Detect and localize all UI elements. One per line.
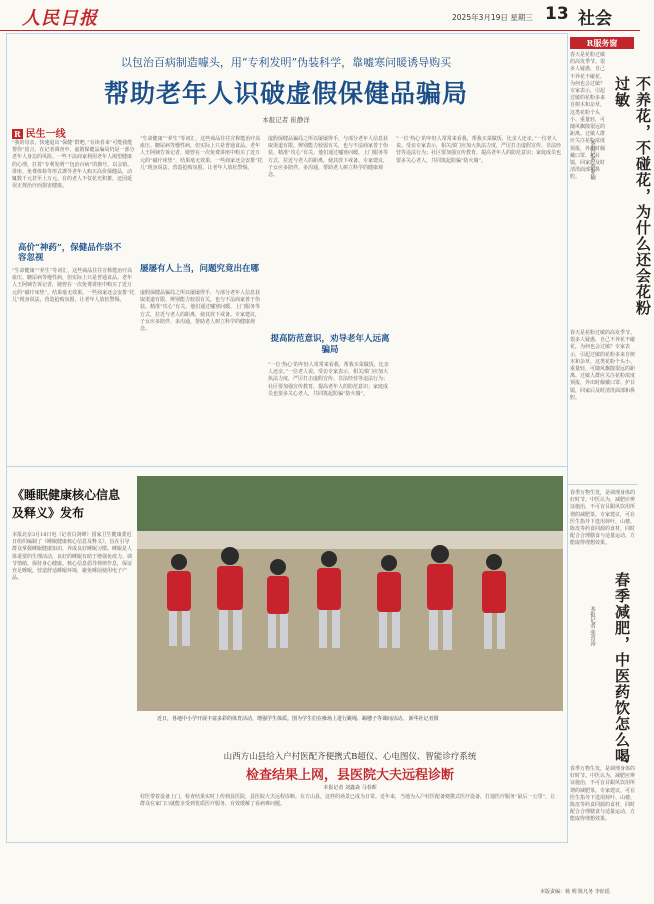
news-photo [137,476,563,711]
lead-col3-bottom: “一位‘热心’的年轻人常常来看我，帮我买菜做饭，比亲人还亲。”一位老人说。受访专家表示，相关部门应加大执法力度，严厉打击虚假宣传、非法经营等违法行为；社区要加强宣传教育，提高老年人的防范意识；家庭成员也要多关心老人，共同筑起防骗“防火墙”。 [268,362,389,397]
release-text: 本报北京3月18日电（记者白剑峰）国家卫生健康委近日组织编制了《睡眠健康核心信息及释义》，旨在引导群众掌握睡眠健康知识，养成良好睡眠习惯。睡眠是人体重要的生理活动，良好的睡眠有助于增强免疫力、调节情绪、保持身心健康。核心信息倡导规律作息，保证充足睡眠，营造舒适睡眠环境，避免睡前使用电子产品。 [12,532,133,582]
lead-subhead: 以包治百病制造噱头，用“专利发明”伪装科学，靠嘘寒问暖诱导购买 [120,56,452,69]
bottom-title: 检查结果上网，县医院大夫远程诊断 [245,768,454,783]
lead-col1-top: “我的母亲，快速退出“保健”群吧。”有读者来“可能我能帮你”留言。在记者调查中，虚假保健品骗局仍是一部分老年人身边的风险。一些不法商家利用老年人渴望健康的心理，打着“专利发明”“包治百病”的旗号，以会销、讲座、免费体检等形式诱导老年人购买高价保健品，动辄数千元甚至上万元。有的老人不仅花光积蓄，还因延误正规治疗而损害健康。 [12,140,135,190]
page-number: 13 [545,4,569,24]
lead-col4: “一位‘热心’的年轻人常常来看我，帮我买菜做饭，比亲人还亲。”一位老人说。受访专家表示，相关部门应加大执法力度，严厉打击虚假宣传、非法经营等违法行为；社区要加强宣传教育，提高老年人的防范意识；家庭成员也要多关心老人，共同筑起防骗“防火墙”。 [396,136,562,164]
issue-date: 2025年3月19日 星期三 [452,13,533,22]
kids-playing-illustration [137,476,563,711]
bottom-text: 村医带着设备上门，检查结果实时上传到县医院，县医院大夫远程诊断。在方山县，这样的场景已成为日常。近年来，当地为入户村医配备便携式医疗设备，打通医疗服务“最后一公里”，让群众在家门口就能享受到优质医疗服务，有效缓解了看病难问题。 [140,794,556,808]
lead-subhead-2: 屡屡有人上当，问题究竟出在哪 [140,264,260,274]
column-label [12,125,66,140]
lead-col2-top: “生命健康”“养生”等词汇，这些商品往往宣称能治疗高血压、糖尿病等慢性病，但实际上只是普通食品。老年人王阿姨告诉记者，她曾在一次免费讲座中购买了近万元的“磁疗床垫”，结果毫无效果。一些商家还会安排“托儿”现身说法，营造抢购氛围，让老年人放松警惕。 [140,136,263,171]
sidebar-divider [568,484,638,485]
newspaper-logo: 人民日报 [22,8,98,29]
sidebar-article1-text: 春天是花粉过敏的高发季节。很多人疑惑，自己不养花不碰花，为何也会过敏？专家表示，引起过敏的花粉多来自树木和杂草，这类花粉个头小、重量轻，可随风飘散很远的距离。过敏人群应关注花粉浓度预报，外出时佩戴口罩、护目镜，回家后及时清洗面部和鼻腔。 [570,52,606,181]
sidebar-article2-text: 春季万物生发，是调理身体的好时节。中医认为，减肥应辨证施治，不可盲目跟风饮用所谓的减肥茶。专家建议，可在医生指导下选用荷叶、山楂、陈皮等药食同源的食材，同时配合合理膳食与适量运动，方能取得理想效果。 [570,490,636,547]
section-divider [6,466,567,467]
lead-byline: 本报记者 崔静洋 [262,116,310,124]
photo-caption: 近日，各地中小学开展丰富多彩的体育活动，增强学生体质。图为学生们在操场上进行跳绳、踢毽子等课间活动。 新华社记者摄 [157,716,439,722]
lead-col3-top: 虚假保健品骗局之所以屡屡得手，与部分老年人信息获取渠道有限、辨别能力较弱有关，也与不法商家善于伪装、精准“攻心”有关。他们通过嘘寒问暖、上门服务等方式，拉近与老人的距离，使其放下戒备。专家建议，子女应多陪伴、多沟通，帮助老人树立科学的健康观念。 [268,136,389,179]
bottom-subhead: 山西方山县给入户村医配齐便携式B超仪、心电图仪、智能诊疗系统 [223,752,477,762]
sidebar-article2-title: 春季减肥，中医药饮怎么喝 [613,572,631,764]
photo-byline: 新华社记者摄 [408,716,439,722]
sidebar-article1-title: 不养花，不碰花，为什么还会花粉过敏 [613,76,652,316]
lead-subhead-3: 提高防范意识，劝导老年人远离骗局 [270,334,390,355]
sidebar-label: R服务窗 [570,37,634,49]
column-name: 民生一线 [25,129,66,140]
column-badge: R [14,129,21,139]
section-name: 社会 [578,9,612,29]
sidebar-article2-byline: 本报记者 张喜涛 [589,606,595,647]
bottom-byline: 本报记者 刘鑫焱 马春晖 [323,785,377,791]
lead-subhead-1: 高价“神药”，保健品作祟不容忽视 [18,243,122,263]
release-title: 《睡眠健康核心信息及释义》发布 [12,488,121,520]
lead-headline: 帮助老年人识破虚假保健品骗局 [103,79,468,108]
sidebar-article1-byline: 本报记者 李亚楠 [589,140,595,181]
masthead [0,0,640,31]
sidebar-article2-more: 春季万物生发，是调理身体的好时节。中医认为，减肥应辨证施治，不可盲目跟风饮用所谓的减肥茶。专家建议，可在医生指导下选用荷叶、山楂、陈皮等药食同源的食材，同时配合合理膳食与适量运动，方能取得理想效果。 [570,766,636,823]
page-footer: 本版责编：杨 明 陈凡务 李征瑶 [540,889,610,895]
sidebar-article1-more: 春天是花粉过敏的高发季节。很多人疑惑，自己不养花不碰花，为何也会过敏？专家表示，引起过敏的花粉多来自树木和杂草，这类花粉个头小、重量轻，可随风飘散很远的距离。过敏人群应关注花粉浓度预报，外出时佩戴口罩、护目镜，回家后及时清洗面部和鼻腔。 [570,330,636,401]
lead-col2-bottom: 虚假保健品骗局之所以屡屡得手，与部分老年人信息获取渠道有限、辨别能力较弱有关，也与不法商家善于伪装、精准“攻心”有关。他们通过嘘寒问暖、上门服务等方式，拉近与老人的距离，使其放下戒备。专家建议，子女应多陪伴、多沟通，帮助老人树立科学的健康观念。 [140,290,261,333]
lead-col1-bottom: “生命健康”“养生”等词汇，这些商品往往宣称能治疗高血压、糖尿病等慢性病，但实际上只是普通食品。老年人王阿姨告诉记者，她曾在一次免费讲座中购买了近万元的“磁疗床垫”，结果毫无效果。一些商家还会安排“托儿”现身说法，营造抢购氛围，让老年人放松警惕。 [12,268,135,303]
